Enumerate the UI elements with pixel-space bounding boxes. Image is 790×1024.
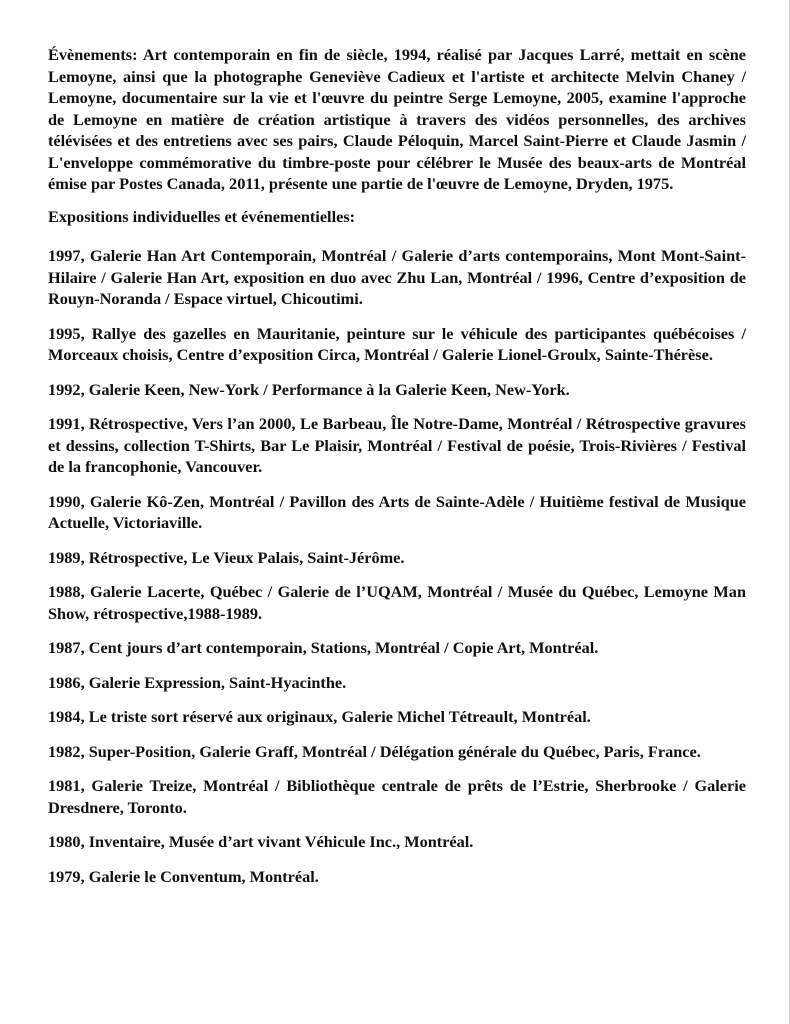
exhibitions-heading: Expositions individuelles et événementielles: — [48, 206, 356, 226]
exhibition-entry-1995: 1995, Rallye des gazelles en Mauritanie, peinture sur le véhicule des participantes québécoises / Morceaux choisis, Centre d’exposition Circa, Montréal / Galerie Lionel-Groulx, Sainte-Thérèse. — [48, 323, 746, 364]
document-body — [48, 44, 746, 900]
exhibition-entry-1991: 1991, Rétrospective, Vers l’an 2000, Le Barbeau, Île Notre-Dame, Montréal / Rétrospective gravures et dessins, collection T-Shirts, Bar Le Plaisir, Montréal / Festival de poésie, Trois-Rivières / Festival de la francophonie, Vancouver. — [48, 414, 746, 476]
exhibition-entry-1988: 1988, Galerie Lacerte, Québec / Galerie de l’UQAM, Montréal / Musée du Québec, Lemoyne Man Show, rétrospective,1988-1989. — [48, 582, 746, 623]
exhibition-entry-1980: 1980, Inventaire, Musée d’art vivant Véhicule Inc., Montréal. — [48, 832, 474, 851]
events-paragraph: Évènements: Art contemporain en fin de siècle, 1994, réalisé par Jacques Larré, mettait en scène Lemoyne, ainsi que la photographe Geneviève Cadieux et l'artiste et architecte Melvin Chaney / Lemoyne, documentaire sur la vie et l'œuvre du peintre Serge Lemoyne, 2005, examine l'approche de Lemoyne en matière de création artistique à travers des vidéos personnelles, des archives télévisées et des entretiens avec ses pairs, Claude Péloquin, Marcel Saint-Pierre et Claude Jasmin / L'enveloppe commémorative du timbre-poste pour célébrer le Musée des beaux-arts de Montréal émise par Postes Canada, 2011, présente une partie de l'œuvre de Lemoyne, Dryden, 1975. — [48, 45, 746, 193]
exhibition-entry-1990: 1990, Galerie Kô-Zen, Montréal / Pavillon des Arts de Sainte-Adèle / Huitième festival de Musique Actuelle, Victoriaville. — [48, 491, 746, 532]
exhibition-entry-1992: 1992, Galerie Keen, New-York / Performance à la Galerie Keen, New-York. — [48, 379, 570, 399]
exhibition-entry-1997: 1997, Galerie Han Art Contemporain, Montréal / Galerie d’arts contemporains, Mont Mont-Saint-Hilaire / Galerie Han Art, exposition en duo avec Zhu Lan, Montréal / 1996, Centre d’exposition de Rouyn-Noranda / Espace virtuel, Chicoutimi. — [48, 246, 746, 308]
exhibition-entry-1984: 1984, Le triste sort réservé aux originaux, Galerie Michel Tétreault, Montréal. — [48, 707, 591, 726]
exhibition-entry-1979: 1979, Galerie le Conventum, Montréal. — [48, 866, 319, 886]
exhibition-entry-1989: 1989, Rétrospective, Le Vieux Palais, Saint-Jérôme. — [48, 547, 405, 567]
exhibition-entry-1981: 1981, Galerie Treize, Montréal / Bibliothèque centrale de prêts de l’Estrie, Sherbrooke / Galerie Dresdnere, Toronto. — [48, 776, 746, 817]
exhibition-entry-1986: 1986, Galerie Expression, Saint-Hyacinthe. — [48, 672, 347, 692]
exhibition-entry-1987: 1987, Cent jours d’art contemporain, Stations, Montréal / Copie Art, Montréal. — [48, 638, 599, 657]
exhibition-entry-1982: 1982, Super-Position, Galerie Graff, Montréal / Délégation générale du Québec, Paris, France. — [48, 741, 701, 761]
